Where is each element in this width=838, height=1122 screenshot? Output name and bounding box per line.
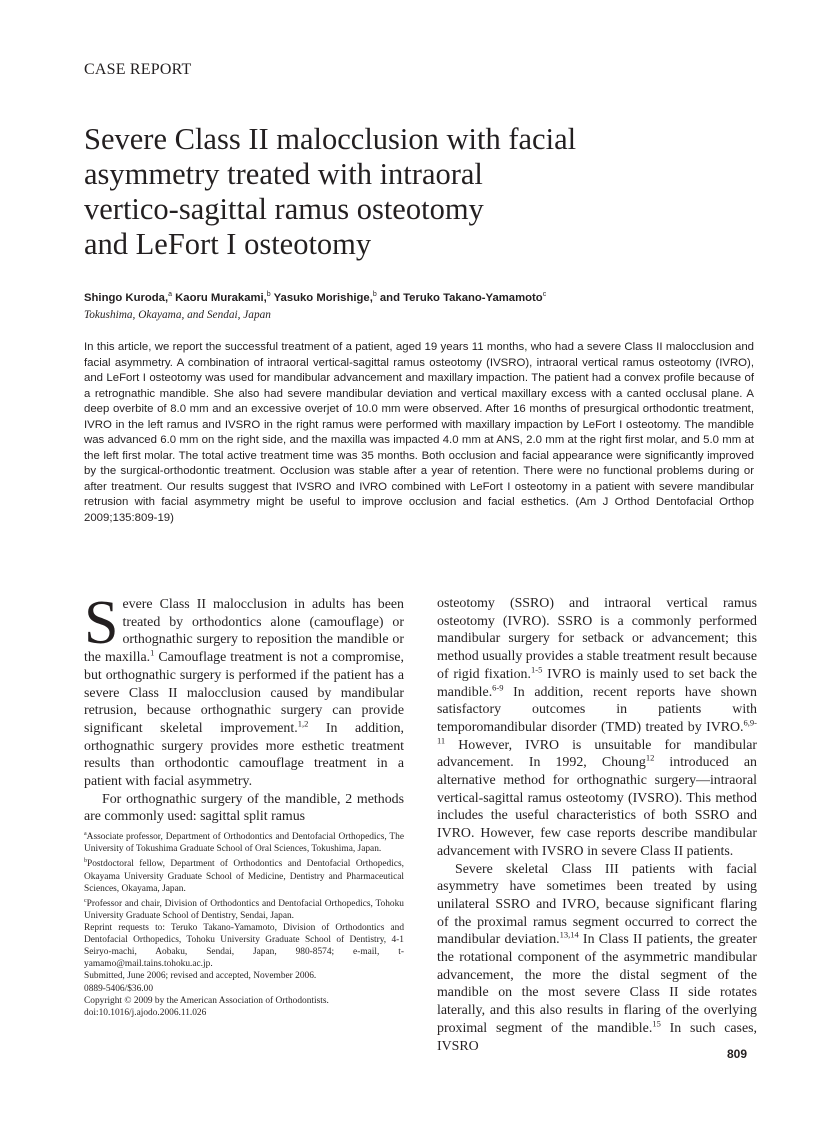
footnote: $^b$Postdoctoral fellow, Department of Orthodontics and Dentofacial Orthopedics, Okayama University Graduate School of Medicine, Dentistry and Pharmaceutical Sciences, Okayama, Japan.: [84, 858, 404, 894]
body-column-left: [84, 589, 404, 826]
footnote: Copyright © 2009 by the American Association of Orthodontists.: [84, 995, 329, 1006]
article-title: [84, 122, 764, 262]
section-label: CASE REPORT: [84, 61, 192, 78]
footnote: Submitted, June 2006; revised and accepted, November 2006.: [84, 971, 317, 982]
abstract: In this article, we report the successful treatment of a patient, aged 19 years 11 months, who had a severe Class II malocclusion and facial asymmetry. A combination of intraoral vertical-sagittal ramus osteotomy (IVSRO), intraoral vertical ramus osteotomy (IVRO), and LeFort I osteotomy was used for mandibular advancement and maxillary impaction. The patient had a convex profile because of a retrognathic mandible. She also had severe mandibular deviation and vertical maxillary excess with a canted occlusal plane. A deep overbite of 8.0 mm and an excessive overjet of 10.0 mm were observed. After 16 months of presurgical orthodontic treatment, IVRO in the left ramus and IVSRO in the right ramus were performed with maxillary impaction by LeFort I osteotomy. The mandible was advanced 6.0 mm on the right side, and the maxilla was impacted 4.0 mm at ANS, 2.0 mm at the right first molar, and 5.0 mm at the left first molar. The total active treatment time was 35 months. Both occlusion and facial appearance were significantly improved by the surgical-orthodontic treatment. Occlusion was stable after a year of retention. There were no functional problems during or after treatment. Our results suggest that IVSRO and IVRO combined with LeFort I osteotomy in a patient with severe mandibular retrusion with facial asymmetry might be useful to improve occlusion and facial esthetics. (Am J Orthod Dentofacial Orthop 2009;135:809-19): [84, 341, 754, 524]
footnote: $^a$Associate professor, Department of Orthodontics and Dentofacial Orthopedics, The University of Tokushima Graduate School of Oral Sciences, Tokushima, Japan.: [84, 831, 404, 855]
footnote: 0889-5406/$36.00: [84, 983, 154, 994]
title-line: Severe Class II malocclusion with facial: [84, 122, 577, 156]
author-affiliation: Tokushima, Okayama, and Sendai, Japan: [84, 309, 271, 321]
footnote-mark: b: [84, 858, 87, 865]
rich-text: evere Class II malocclusion in adults has been treated by orthodontics alone (camouflage) or orthognathic surgery to reposition the mandible or the maxilla.$^1$ Camouflage treatment is not a compromise, but orthognathic surgery is performed if the patient has a severe Class II malocclusion caused by mandibular retrusion, because orthognathic surgery can provide significant skeletal improvement.$^{1,2}$ In addition, orthognathic surgery provides more esthetic treatment results than orthodontic camouflage treatment in a patient with facial asymmetry.: [84, 597, 404, 790]
author-mark: b: [372, 291, 377, 298]
citation-ref: 12: [645, 752, 655, 763]
footnote: doi:10.1016/j.ajodo.2006.11.026: [84, 1007, 207, 1018]
title-line: and LeFort I osteotomy: [84, 227, 372, 261]
author-list: [84, 291, 546, 304]
title-line: vertico-sagittal ramus osteotomy: [84, 192, 484, 226]
citation-ref: 1,2: [297, 718, 309, 729]
drop-cap: S: [84, 589, 119, 657]
footnote-mark: a: [84, 831, 87, 837]
footnote: Reprint requests to: Teruko Takano-Yamamoto, Division of Orthodontics and Dentofacial Orthopedics, Tohoku University Graduate School of Dentistry, 4-1 Seiryo-machi, Aobaku, Sendai, Japan, 980-8574; e-mail, t-yamamo@mail.tains.tohoku.ac.jp.: [84, 923, 404, 970]
citation-ref: 1: [150, 647, 155, 658]
author-mark: c: [542, 291, 547, 298]
footnote-mark: c: [84, 897, 87, 904]
citation-ref: 6,9-11: [437, 717, 757, 745]
body-paragraph: [84, 589, 404, 791]
citation-ref: 13,14: [559, 929, 579, 940]
citation-ref: 6-9: [492, 681, 504, 692]
body-paragraph: osteotomy (SSRO) and intraoral vertical ramus osteotomy (IVRO). SSRO is a commonly performed mandibular surgery for setback or advancement; this method usually provides a stable treatment result because of rigid fixation.$^{1-5}$ IVRO is mainly used to set back the mandible.$^{6-9}$ In addition, recent reports have shown satisfactory outcomes in patients with temporomandibular disorder (TMD) treated by IVRO.$^{6,9-11}$ However, IVRO is unsuitable for mandibular advancement. In 1992, Choung$^{12}$ introduced an alternative method for orthognathic surgery—intraoral vertical-sagittal ramus osteotomy (IVSRO). This method includes the useful characteristics of both SSRO and IVRO. However, few case reports describe mandibular advancement with IVSRO in severe Class II patients.: [437, 596, 757, 859]
author-name: Yasuko Morishige,: [273, 291, 373, 304]
body-paragraph: For orthognathic surgery of the mandible, 2 methods are commonly used: sagittal split ramus: [84, 791, 404, 825]
author-name: and Teruko Takano-Yamamoto: [379, 291, 543, 304]
author-mark: b: [266, 291, 271, 298]
author-mark: a: [168, 291, 172, 298]
citation-ref: 15: [652, 1018, 661, 1029]
author-name: Kaoru Murakami,: [175, 291, 267, 304]
footnote: $^c$Professor and chair, Division of Orthodontics and Dentofacial Orthopedics, Tohoku University Graduate School of Dentistry, Sendai, Japan.: [84, 897, 404, 921]
body-paragraph: Severe skeletal Class III patients with facial asymmetry have sometimes been treated by using unilateral SSRO and IVRO, because significant flaring of the proximal ramus segment occurred to correct the mandibular deviation.$^{13,14}$ In Class II patients, the greater the rotational component of the asymmetric mandibular advancement, the more the distal segment of the mandible on the most severe Class II side rotates laterally, and this also results in flaring of the overlying proximal segment of the mandible.$^{15}$ In such cases, IVSRO: [437, 861, 757, 1054]
citation-ref: 1-5: [530, 664, 543, 675]
author-name: Shingo Kuroda,: [84, 291, 169, 304]
body-column-right: [437, 595, 757, 1055]
footnotes: [84, 828, 404, 1019]
page-number: 809: [727, 1047, 748, 1061]
title-line: asymmetry treated with intraoral: [84, 157, 483, 191]
